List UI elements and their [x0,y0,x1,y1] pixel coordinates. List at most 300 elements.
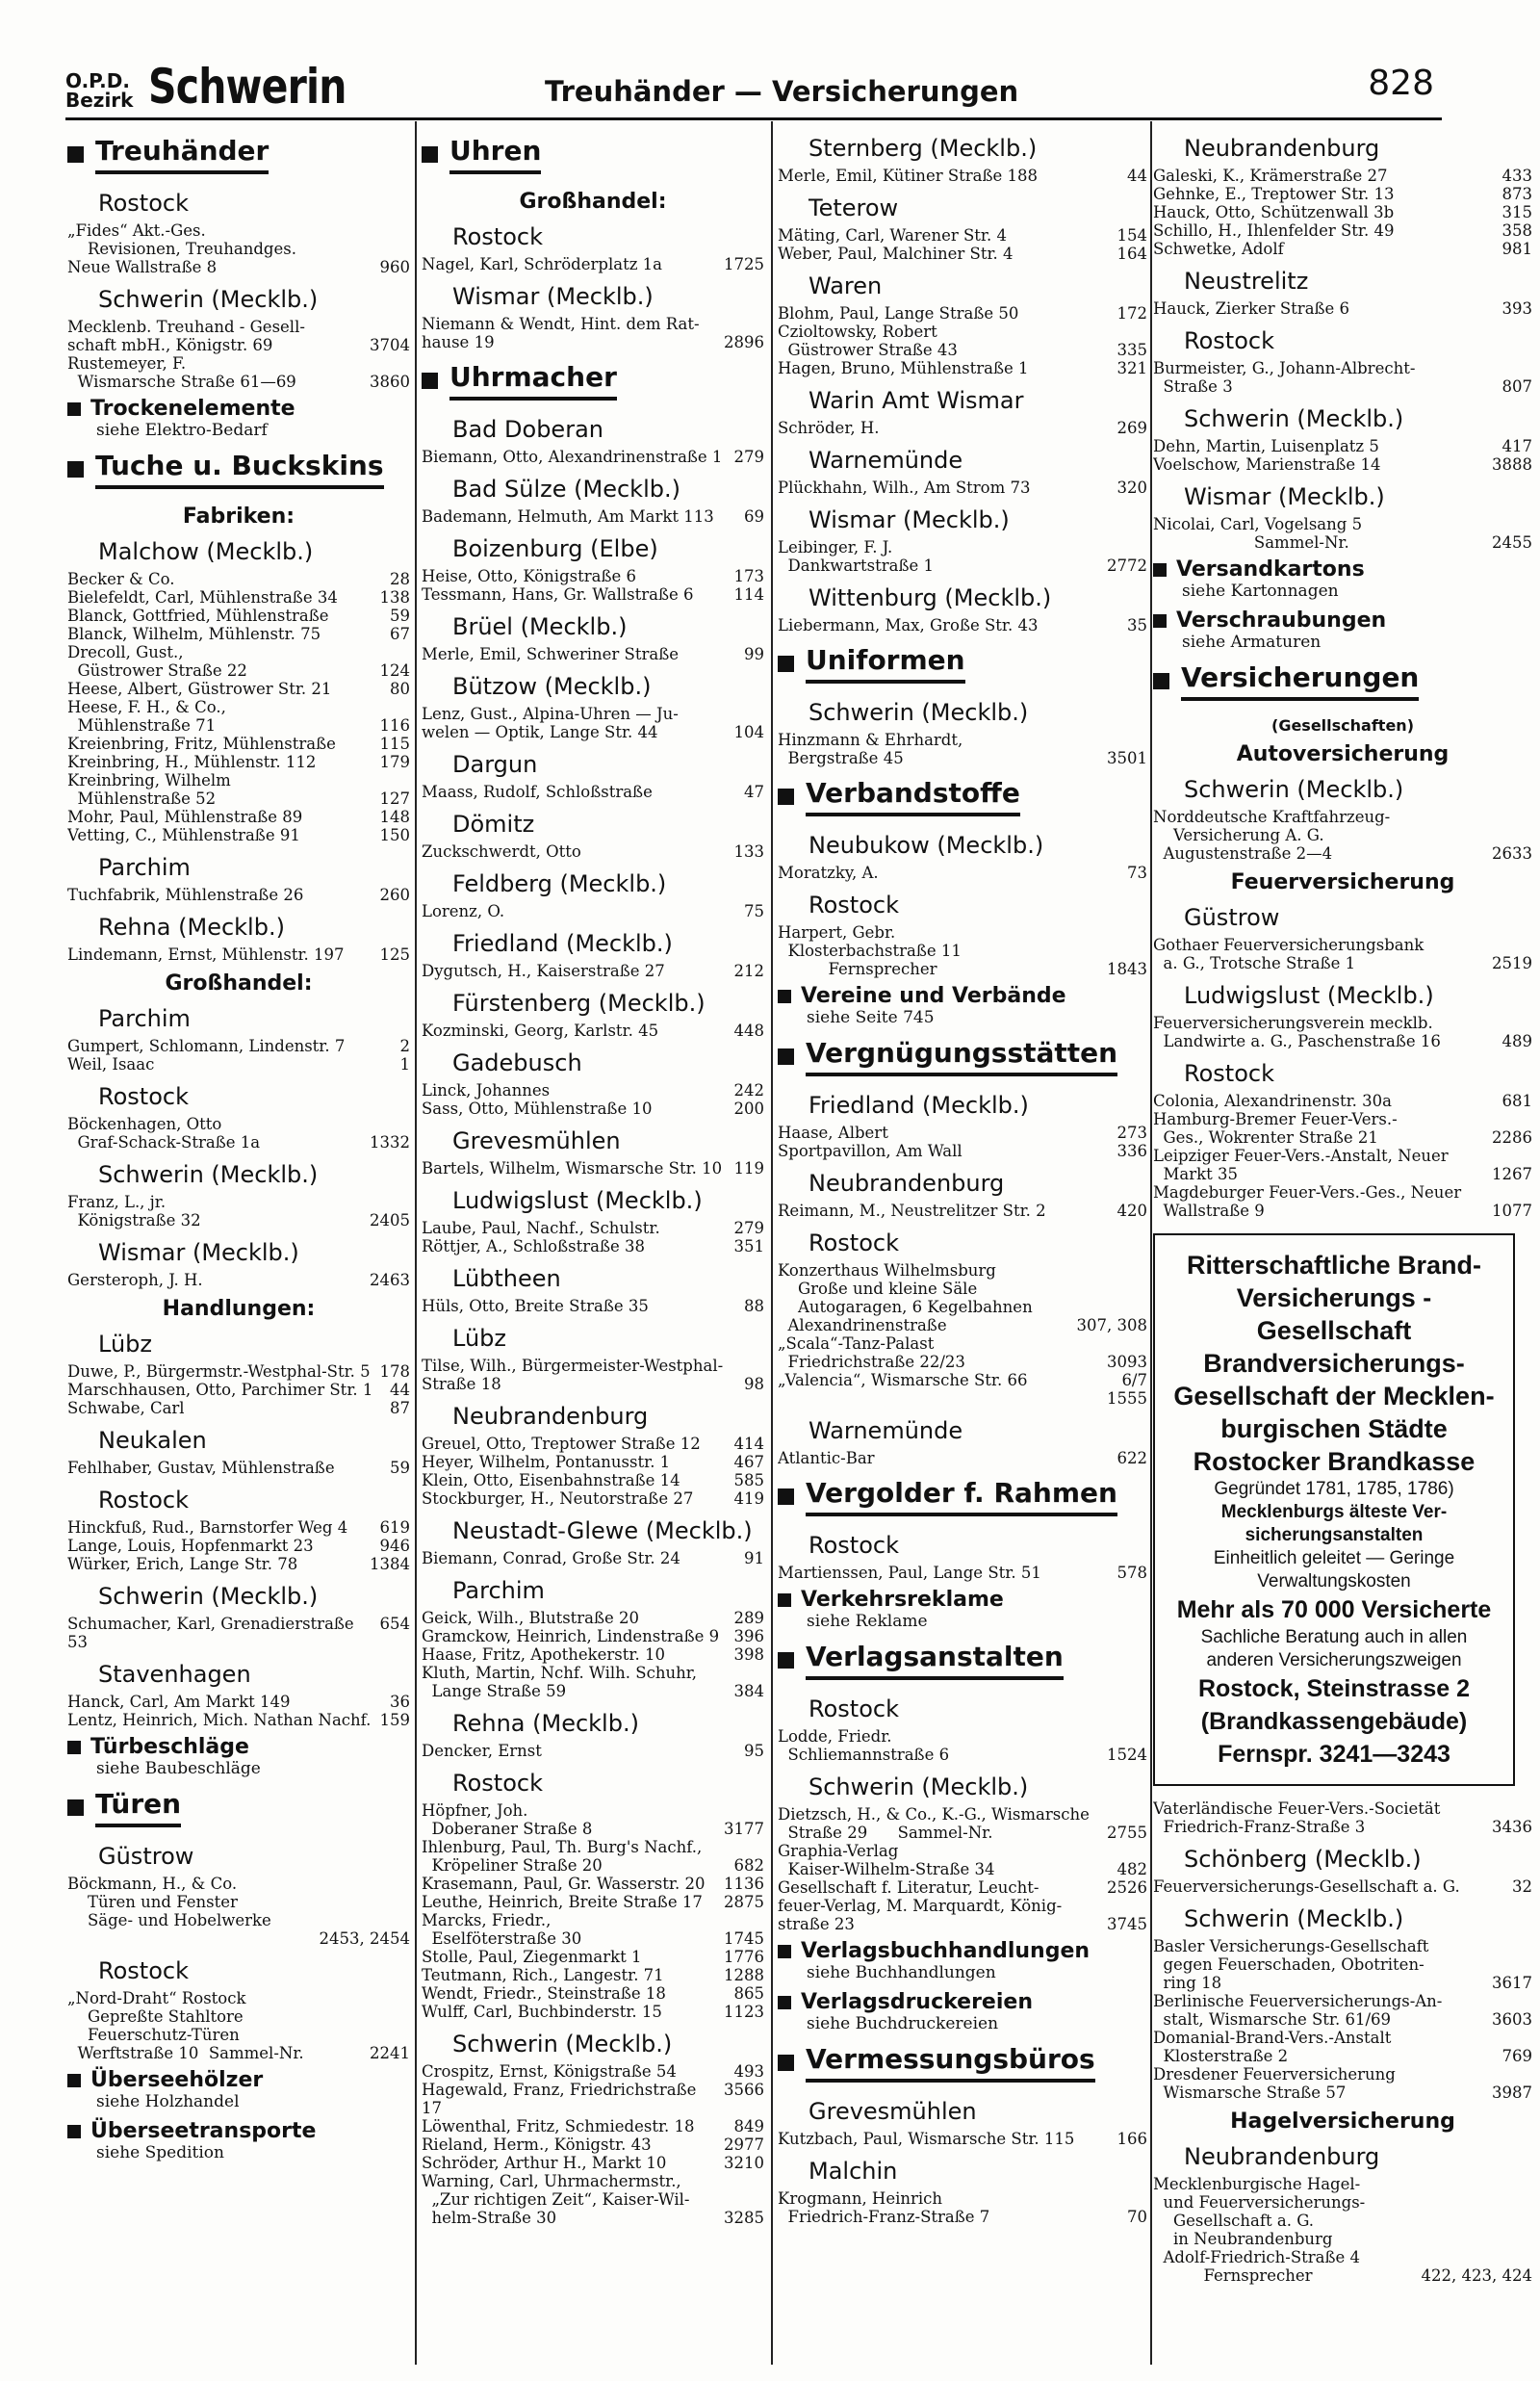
category-heading-small [778,984,1147,1008]
phone-number: 59 [390,1459,410,1477]
category-heading-small [67,1735,410,1759]
entry-name: Augustenstraße 2—4 [1153,844,1333,863]
entry-name: Maass, Rudolf, Schloßstraße [422,783,653,801]
phone-number: 28 [390,570,410,588]
ad-line: (Brandkassengebäude) [1200,1708,1468,1735]
list-item [1153,455,1532,474]
phone-number: 260 [379,886,410,904]
list-item [1153,2248,1532,2266]
phone-number: 148 [379,808,410,826]
entry-name: Hauck, Zierker Straße 6 [1153,299,1350,318]
phone-number: 1776 [724,1948,764,1966]
category-title: Trockenelemente [90,397,295,421]
phone-number: 433 [1502,167,1532,185]
phone-number: 150 [379,826,410,844]
phone-number: 164 [1116,245,1147,263]
subheading: Hagelversicherung [1230,2109,1455,2134]
category-heading [422,135,764,174]
list-item [1153,1818,1532,1836]
bullet-square-icon [67,461,84,478]
entry-name: Wismarsche Straße 61—69 [67,373,296,391]
phone-number: 2772 [1107,556,1147,575]
page-title: Treuhänder — Versicherungen [545,75,1019,108]
entry-name: Domanial-Brand-Vers.-Anstalt [1153,2029,1392,2047]
city-heading: Schwerin (Mecklb.) [452,2031,673,2057]
entry-name: Wulff, Carl, Buchbinderstr. 15 [422,2003,662,2021]
phone-number: 321 [1116,359,1147,377]
entry-name: stalt, Wismarsche Str. 61/69 [1153,2010,1392,2029]
list-item [422,1159,764,1178]
list-item [778,167,1147,185]
list-item [67,1055,410,1074]
phone-number: 489 [1502,1032,1532,1050]
list-item [67,1893,410,1911]
entry-name: „Zur richtigen Zeit“, Kaiser-Wil- [422,2190,690,2209]
phone-number: 3603 [1492,2010,1532,2029]
list-item [778,1280,1147,1298]
entry-name: Hamburg-Bremer Feuer-Vers.- [1153,1110,1398,1128]
entry-name: Lentz, Heinrich, Mich. Nathan Nachf. [67,1711,372,1729]
category-title: Versicherungen [1181,661,1419,701]
entry-name: Plückhahn, Wilh., Am Strom 73 [778,479,1031,497]
list-item [67,789,410,808]
bullet-square-icon [778,2055,794,2071]
entry-name: Kröpeliner Straße 20 [422,1856,603,1875]
bullet-square-icon [778,1488,794,1505]
entry-name: Franz, L., jr. [67,1193,167,1211]
city-heading: Lübtheen [452,1265,561,1292]
entry-name: Crospitz, Ernst, Königstraße 54 [422,2062,677,2081]
phone-number: 396 [733,1627,764,1645]
phone-number: 3501 [1107,749,1147,767]
city-heading: Schwerin (Mecklb.) [98,286,319,313]
phone-number: 682 [733,1856,764,1875]
list-item [778,1298,1147,1316]
city-heading: Neubrandenburg [452,1403,649,1430]
list-item [67,643,410,661]
list-item [67,1555,410,1573]
list-item [778,923,1147,942]
entry-name: Rustemeyer, F. [67,354,187,373]
list-item [1153,377,1532,396]
city-heading: Rehna (Mecklb.) [452,1710,639,1737]
list-item [1153,437,1532,455]
phone-number: 3745 [1107,1915,1147,1933]
cross-reference: siehe Seite 745 [807,1008,935,1027]
list-item [1153,2029,1532,2047]
list-item [778,864,1147,882]
phone-number: 1745 [724,1929,764,1948]
entry-name: Gothaer Feuerversicherungsbank [1153,936,1424,954]
list-item [67,1362,410,1381]
page-header [65,60,1442,119]
category-heading [778,1641,1147,1680]
phone-number: 960 [379,258,410,276]
entry-name: Konzerthaus Wilhelmsburg [778,1261,996,1280]
list-item [422,645,764,663]
phone-number: 419 [733,1489,764,1508]
entry-name: Harpert, Gebr. [778,923,896,942]
list-item [67,1381,410,1399]
list-item [67,1911,410,1929]
list-item [1153,2047,1532,2065]
bullet-square-icon [67,1741,81,1754]
city-heading: Parchim [452,1577,545,1604]
entry-name: Reimann, M., Neustrelitzer Str. 2 [778,1202,1046,1220]
phone-number: 384 [733,1682,764,1700]
list-item [67,1115,410,1133]
phone-number: 417 [1502,437,1532,455]
entry-name: Lange Straße 59 [422,1682,567,1700]
list-item [67,1989,410,2007]
list-item [1153,1032,1532,1050]
city-heading: Bützow (Mecklb.) [452,673,652,700]
list-item [1153,1799,1532,1818]
list-item [422,567,764,585]
phone-number: 95 [744,1742,764,1760]
list-item [1153,185,1532,203]
phone-number: 242 [733,1081,764,1100]
entry-name: Merle, Emil, Kütiner Straße 188 [778,167,1039,185]
city-heading: Neubrandenburg [1184,2143,1380,2170]
entry-name: Dencker, Ernst [422,1742,542,1760]
cross-reference: siehe Elektro-Bedarf [96,421,268,440]
list-item [778,1746,1147,1764]
category-title: Verlagsbuchhandlungen [801,1939,1091,1963]
city-heading: Parchim [98,854,191,881]
phone-number: 124 [379,661,410,680]
phone-number: 873 [1502,185,1532,203]
list-item [422,2190,764,2209]
phone-number: 114 [733,585,764,604]
category-title: Vergnügungsstätten [806,1037,1117,1076]
entry-name: Hauck, Otto, Schützenwall 3b [1153,203,1395,221]
city-heading: Grevesmühlen [452,1127,621,1154]
list-item [67,354,410,373]
entry-name: Dygutsch, H., Kaiserstraße 27 [422,962,665,980]
list-item [67,735,410,753]
entry-name: Revisionen, Treuhandges. [67,240,296,258]
column-2 [422,125,764,2359]
bullet-square-icon [67,146,84,163]
list-item [422,1100,764,1118]
phone-number: 2 [399,1037,410,1055]
entry-name: Lange, Louis, Hopfenmarkt 23 [67,1537,314,1555]
entry-name: Leuthe, Heinrich, Breite Straße 17 [422,1893,703,1911]
list-item [422,1627,764,1645]
entry-name: Böckmann, H., & Co. [67,1875,238,1893]
city-heading: Sternberg (Mecklb.) [808,135,1038,162]
entry-name: Feuerversicherungs-Gesellschaft a. G. [1153,1877,1460,1896]
entry-name: Tilse, Wilh., Bürgermeister-Westphal- [422,1357,724,1375]
list-item [422,1856,764,1875]
city-heading: Malchin [808,2158,898,2185]
city-heading: Wismar (Mecklb.) [452,283,654,310]
entry-name: Lodde, Friedr. [778,1727,892,1746]
list-item [422,2135,764,2154]
list-item [1153,808,1532,826]
ad-line: sicherungsanstalten [1245,1525,1424,1545]
ad-line: Rostock, Steinstrasse 2 [1197,1675,1471,1702]
entry-name: Dankwartstraße 1 [778,556,935,575]
entry-name: Linck, Johannes [422,1081,551,1100]
list-item [67,607,410,625]
entry-name: Königstraße 32 [67,1211,201,1229]
subheading-small: (Gesellschaften) [1271,716,1414,735]
city-heading: Rostock [808,1695,899,1722]
phone-number: 115 [379,735,410,753]
category-heading [778,2043,1147,2083]
entry-name: Dietzsch, H., & Co., K.-G., Wismarsche [778,1805,1090,1824]
entry-name: Gesellschaft f. Literatur, Leucht- [778,1878,1040,1897]
list-item [422,585,764,604]
phone-number: 3704 [370,336,410,354]
list-item [67,2007,410,2026]
phone-number: 67 [390,625,410,643]
phone-number: 2755 [1107,1824,1147,1842]
phone-number: 865 [733,1984,764,2003]
list-item [67,1615,410,1651]
phone-number: 2405 [370,1211,410,1229]
entry-name: Martienssen, Paul, Lange Str. 51 [778,1564,1041,1582]
city-heading: Brüel (Mecklb.) [452,613,628,640]
category-heading [67,1788,410,1827]
list-item [1153,533,1532,552]
entry-name: Lorenz, O. [422,902,505,920]
phone-number: 3987 [1492,2083,1532,2102]
list-item [778,1353,1147,1371]
list-item [778,1261,1147,1280]
column-divider [1150,121,1152,2365]
city-heading: Grevesmühlen [808,2098,977,2125]
phone-number: 91 [744,1549,764,1567]
entry-name: Krasemann, Paul, Gr. Wasserstr. 20 [422,1875,706,1893]
list-item [778,556,1147,575]
entry-name: Schliemannstraße 6 [778,1746,950,1764]
entry-name: Lindemann, Ernst, Mühlenstr. 197 [67,945,345,964]
entry-name: Marcks, Friedr., [422,1911,552,1929]
ad-line: burgischen Städte [1220,1414,1448,1443]
city-heading: Rostock [452,223,543,250]
list-item [67,373,410,391]
list-item [67,1193,410,1211]
entry-name: Wendt, Friedr., Steinstraße 18 [422,1984,666,2003]
category-heading-small [778,1939,1147,1963]
phone-number: 807 [1502,377,1532,396]
entry-name: Biemann, Conrad, Große Str. 24 [422,1549,680,1567]
entry-name: Straße 29 Sammel-Nr. [778,1824,993,1842]
entry-name: Landwirte a. G., Paschenstraße 16 [1153,1032,1441,1050]
list-item [1153,1992,1532,2010]
entry-name: Säge- und Hobelwerke [67,1911,271,1929]
entry-name: „Scala“-Tanz-Palast [778,1334,935,1353]
phone-number: 1725 [724,255,764,273]
entry-name: Kozminski, Georg, Karlstr. 45 [422,1022,659,1040]
list-item [422,1966,764,1984]
phone-number: 769 [1502,2047,1532,2065]
entry-name: Schwetke, Adolf [1153,240,1284,258]
phone-number: 44 [390,1381,410,1399]
list-item [67,588,410,607]
entry-name: Straße 18 [422,1375,501,1393]
list-item [1153,1974,1532,1992]
cross-reference: siehe Buchhandlungen [807,1963,996,1982]
list-item [67,1133,410,1152]
entry-name: Fernsprecher [1153,2266,1313,2285]
entry-name: Teutmann, Rich., Langestr. 71 [422,1966,664,1984]
city-heading: Malchow (Mecklb.) [98,538,314,565]
bullet-square-icon [67,1799,84,1816]
list-item [778,616,1147,634]
list-item [422,1357,764,1375]
phone-number: 36 [390,1693,410,1711]
list-item [422,1742,764,1760]
city-heading: Rostock [808,1229,899,1256]
list-item [778,341,1147,359]
list-item [67,318,410,336]
city-heading: Ludwigslust (Mecklb.) [452,1187,703,1214]
entry-name: Mühlenstraße 52 [67,789,217,808]
list-item [422,1489,764,1508]
entry-name: Moratzky, A. [778,864,879,882]
category-heading-small [67,397,410,421]
entry-name: Graphia-Verlag [778,1842,899,1860]
list-item [67,680,410,698]
entry-name: feuer-Verlag, M. Marquardt, König- [778,1897,1063,1915]
entry-name: Klosterstraße 2 [1153,2047,1289,2065]
entry-name: Vaterländische Feuer-Vers.-Societät [1153,1799,1441,1818]
phone-number: 2896 [724,333,764,351]
entry-name: Basler Versicherungs-Gesellschaft [1153,1937,1429,1955]
phone-number: 3617 [1492,1974,1532,1992]
category-heading [778,1477,1147,1516]
bullet-square-icon [1153,673,1169,689]
entry-name: Güstrower Straße 43 [778,341,958,359]
phone-number: 159 [379,1711,410,1729]
list-item [422,1297,764,1315]
column-4 [1153,125,1532,2359]
phone-number: 127 [379,789,410,808]
entry-name: Hagen, Bruno, Mühlenstraße 1 [778,359,1029,377]
entry-name: Hanck, Carl, Am Markt 149 [67,1693,291,1711]
entry-name: Klosterbachstraße 11 [778,942,962,960]
list-item [422,1237,764,1255]
entry-name: Gepreßte Stahltore [67,2007,244,2026]
entry-name: Heise, Otto, Königstraße 6 [422,567,636,585]
entry-name: Lenz, Gust., Alpina-Uhren — Ju- [422,705,679,723]
entry-name: Dehn, Martin, Luisenplatz 5 [1153,437,1379,455]
list-item [422,705,764,723]
phone-number: 1288 [724,1966,764,1984]
list-item [422,1081,764,1100]
list-item [1153,1092,1532,1110]
list-item [778,1727,1147,1746]
list-item [422,2062,764,2081]
list-item [422,1549,764,1567]
entry-name: Markt 35 [1153,1165,1238,1183]
opd-label [65,71,133,110]
entry-name: Merle, Emil, Schweriner Straße [422,645,680,663]
entry-name: Magdeburger Feuer-Vers.-Ges., Neuer [1153,1183,1462,1202]
category-heading-small [67,2068,410,2092]
list-item [778,942,1147,960]
phone-number: 212 [733,962,764,980]
list-item [422,1453,764,1471]
entry-name: Mühlenstraße 71 [67,716,217,735]
phone-number: 1524 [1107,1746,1147,1764]
entry-name: Güstrower Straße 22 [67,661,247,680]
cross-reference: siehe Armaturen [1182,633,1322,652]
list-item [67,1929,410,1948]
entry-name: Große und kleine Säle [778,1280,978,1298]
bullet-square-icon [778,990,791,1003]
entry-name: Alexandrinenstraße [778,1316,947,1334]
list-item [778,1878,1147,1897]
entry-name: Fehlhaber, Gustav, Mühlenstraße [67,1459,335,1477]
subheading: Großhandel: [165,971,313,996]
cross-reference: siehe Spedition [96,2143,224,2162]
phone-number: 320 [1116,479,1147,497]
bullet-square-icon [778,1048,794,1065]
entry-name: Schillo, H., Ihlenfelder Str. 49 [1153,221,1395,240]
list-item [422,2209,764,2227]
phone-number: 946 [379,1537,410,1555]
phone-number: 2241 [370,2044,410,2062]
entry-name: Atlantic-Bar [778,1449,875,1467]
phone-number: 3093 [1107,1353,1147,1371]
list-item [1153,844,1532,863]
phone-number: 75 [744,902,764,920]
entry-name: Böckenhagen, Otto [67,1115,222,1133]
category-title: Vereine und Verbände [801,984,1066,1008]
entry-name: Neue Wallstraße 8 [67,258,218,276]
city-heading: Rostock [808,892,899,919]
entry-name: Blohm, Paul, Lange Straße 50 [778,304,1019,323]
list-item [778,1897,1147,1915]
bullet-square-icon [67,2125,81,2138]
phone-number: 289 [733,1609,764,1627]
phone-number: 2455 [1492,533,1532,552]
list-item [778,479,1147,497]
ad-line: Mehr als 70 000 Versicherte [1176,1596,1492,1623]
list-item [422,1948,764,1966]
list-item [67,2044,410,2062]
list-item [778,1202,1147,1220]
phone-number: 172 [1116,304,1147,323]
phone-number: 73 [1127,864,1147,882]
phone-number: 1077 [1492,1202,1532,1220]
phone-number: 585 [733,1471,764,1489]
phone-number: 393 [1502,299,1532,318]
list-item [778,359,1147,377]
list-item [1153,1202,1532,1220]
phone-number: 422, 423, 424 [1421,2266,1532,2285]
entry-name: Gersteroph, J. H. [67,1271,203,1289]
entry-name: Haase, Albert [778,1124,888,1142]
city-heading: Rostock [1184,327,1274,354]
phone-number: 273 [1116,1124,1147,1142]
list-item [422,255,764,273]
ad-line: Gesellschaft der Mecklen- [1173,1382,1495,1410]
list-item [778,1842,1147,1860]
phone-number: 654 [379,1615,410,1633]
subheading: Großhandel: [519,190,667,214]
entry-name: Mecklenburgische Hagel- [1153,2175,1361,2193]
phone-number: 173 [733,567,764,585]
list-item [67,945,410,964]
list-item [67,661,410,680]
phone-number: 269 [1116,419,1147,437]
